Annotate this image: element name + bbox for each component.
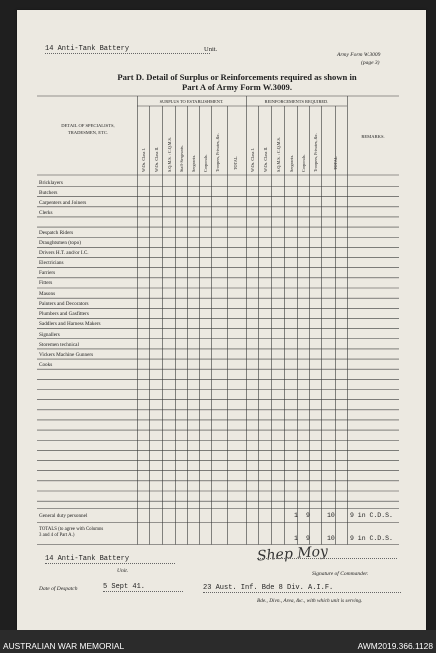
reinf-col-wo1: W.Os. Class I.	[250, 148, 255, 172]
caption-right: AWM2019.366.1128	[357, 641, 433, 651]
totals-label-line2: 3 and 4 of Part A.)	[39, 533, 75, 538]
row-label-general-duty: General duty personnel	[39, 513, 88, 519]
caption-left: AUSTRALIAN WAR MEMORIAL	[3, 641, 125, 651]
form-title-line1: Part D. Detail of Surplus or Reinforcements required as shown in	[117, 72, 357, 82]
totals-total: 10	[327, 535, 335, 542]
row-label-fitters: Fitters	[39, 280, 53, 286]
formation-value: 23 Aust. Inf. Bde 8 Div. A.I.F.	[203, 584, 401, 593]
row-label-signallers: Signallers	[39, 332, 60, 338]
totals-label	[39, 527, 103, 539]
surplus-col-total: TOTAL.	[233, 155, 238, 170]
row-label-plumbers: Plumbers and Gasfitters	[39, 311, 89, 317]
row-label-bricklayers: Bricklayers	[39, 180, 63, 186]
totals-label-line1: TOTALS (to agree with Columns	[39, 527, 104, 532]
surplus-col-wo1: W.Os. Class I.	[141, 148, 146, 172]
totals-remarks: 9 in C.D.S.	[350, 535, 393, 542]
unit-name-typed: 14 Anti-Tank Battery	[45, 45, 210, 54]
surplus-col-sqms: S.Q.M.S. : C.Q.M.S.	[167, 137, 172, 172]
detail-header-line1: DETAIL OF SPECIALISTS,	[61, 123, 115, 128]
reinf-col-corporals: Corporals.	[301, 154, 306, 172]
formation-label: Bde., Divn., Area, &c., with which unit is serving.	[257, 598, 363, 604]
row-label-carpenters: Carpenters and Joiners	[39, 200, 87, 206]
general-duty-remarks: 9 in C.D.S.	[350, 512, 393, 519]
surplus-col-sergeants: Sergeants.	[191, 154, 196, 172]
signature-label: Signature of Commander.	[312, 571, 369, 577]
unit-label: Unit.	[204, 46, 218, 53]
reinf-col-sqms: S.Q.M.S. : C.Q.M.S.	[276, 137, 281, 172]
row-label-cooks: Cooks	[39, 362, 53, 368]
commander-signature: Shep Moy	[256, 543, 329, 565]
reinforcements-header: REINFORCEMENTS REQUIRED.	[264, 99, 329, 104]
table-grid	[17, 10, 426, 570]
detail-header-line2: TRADESMEN, ETC.	[67, 130, 109, 135]
footer-unit-label: Unit.	[117, 568, 129, 574]
row-label-painters: Painters and Decorators	[39, 301, 89, 307]
form-paper	[17, 10, 426, 630]
row-label-electricians: Electricians	[39, 260, 64, 266]
remarks-header: REMARKS.	[361, 134, 385, 139]
date-despatch-label: Date of Despatch	[39, 586, 78, 592]
reinf-col-wo2: W.Os. Class II.	[263, 146, 268, 172]
reinf-col-troopers: Troopers, Privates, &c.	[313, 133, 318, 172]
row-label-saddlers: Saddlers and Harness Makers	[39, 321, 101, 327]
row-label-clerks: Clerks	[39, 210, 53, 216]
row-label-vickers: Vickers Machine Gunners	[39, 352, 94, 358]
surplus-col-troopers: Troopers, Privates, &c.	[215, 133, 220, 172]
general-duty-corporals: 1	[294, 512, 298, 519]
row-label-storemen: Storemen technical	[39, 342, 79, 348]
row-label-drivers: Drivers H.T. and/or I.C.	[39, 250, 89, 256]
surplus-col-corporals: Corporals.	[203, 154, 208, 172]
form-reference: Army Form W.3009	[337, 52, 381, 58]
surplus-col-staff-sergeants: Staff-Sergeants.	[179, 145, 184, 172]
general-duty-troopers: 9	[306, 512, 310, 519]
form-title-line2: Part A of Army Form W.3009.	[181, 82, 293, 92]
totals-corporals: 1	[294, 535, 298, 542]
row-label-farriers: Farriers	[39, 270, 56, 276]
surplus-col-wo2: W.Os. Class II.	[154, 146, 159, 172]
totals-troopers: 9	[306, 535, 310, 542]
row-label-draughtsmen: Draughtsmen (topo)	[39, 240, 81, 246]
surplus-header: SURPLUS TO ESTABLISHMENT.	[159, 99, 224, 104]
signature-line	[257, 558, 397, 559]
row-label-butchers: Butchers	[39, 190, 58, 196]
footer-unit-typed: 14 Anti-Tank Battery	[45, 555, 175, 564]
date-despatch-value: 5 Sept 41.	[103, 583, 183, 592]
reinf-col-total: TOTAL.	[333, 155, 338, 170]
caption-bar	[0, 630, 436, 653]
reinf-col-sergeants: Sergeants.	[289, 154, 294, 172]
detail-header	[39, 122, 137, 136]
row-label-despatch-riders: Despatch Riders	[39, 230, 74, 236]
page-reference: (page 3)	[361, 60, 380, 66]
general-duty-total: 10	[327, 512, 335, 519]
row-label-masons: Masons	[39, 291, 56, 297]
